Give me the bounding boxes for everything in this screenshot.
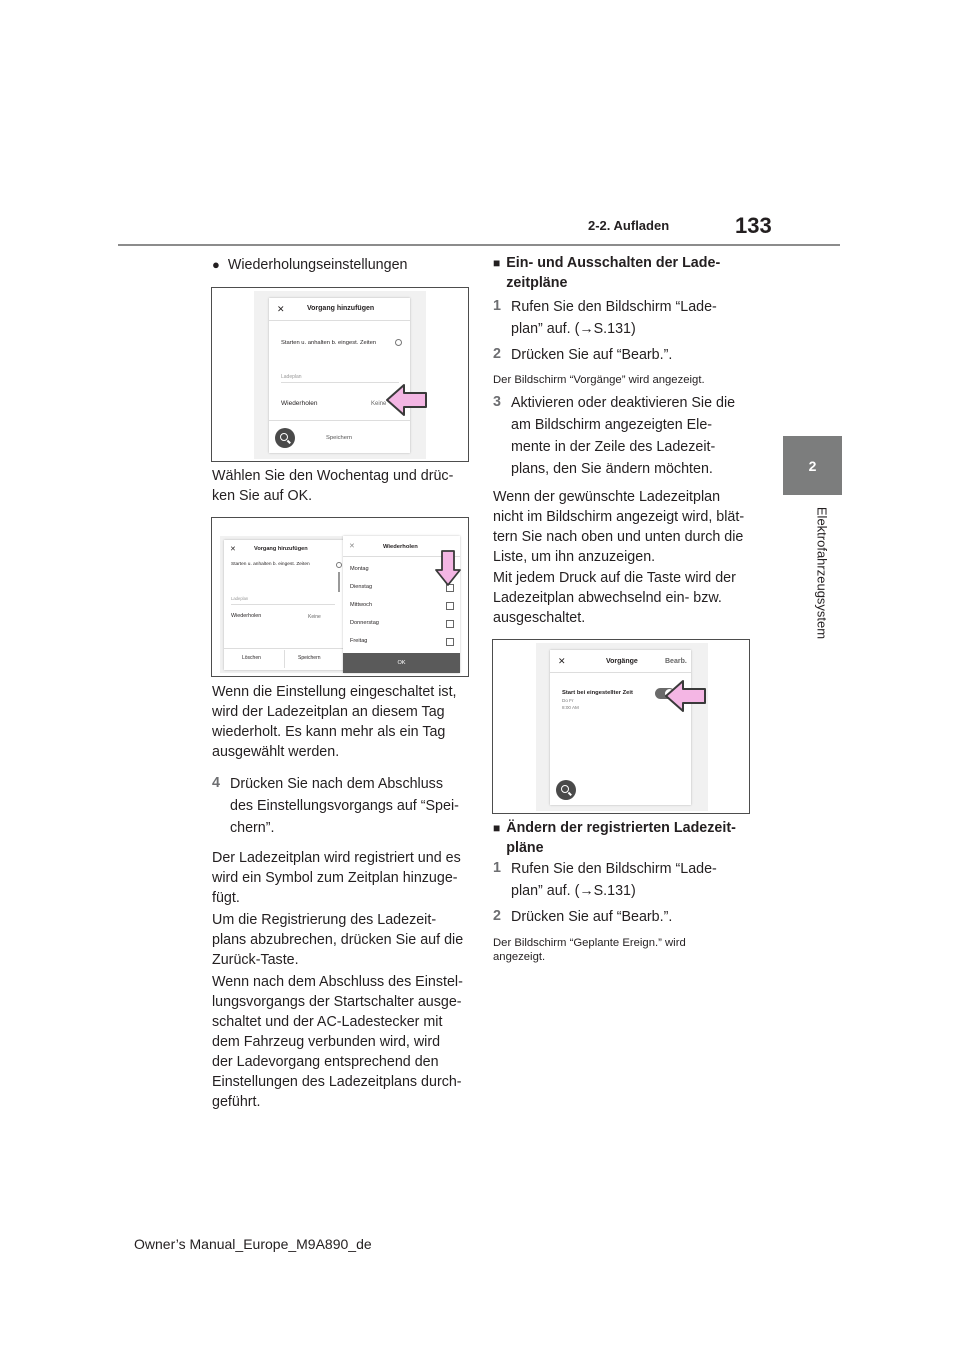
- close-icon[interactable]: ✕: [230, 546, 236, 553]
- checkbox[interactable]: [446, 602, 454, 610]
- section-label: Ladeplan: [281, 374, 302, 380]
- weekday-label: Montag: [350, 566, 369, 572]
- schedule-title: Start bei eingestellter Zeit: [562, 690, 633, 696]
- radio-icon[interactable]: [336, 562, 342, 568]
- add-operation-panel: [269, 298, 410, 453]
- search-icon[interactable]: [275, 428, 295, 448]
- close-icon[interactable]: ✕: [349, 543, 355, 550]
- divider: [269, 320, 410, 321]
- step-number: 1: [493, 860, 501, 876]
- paragraph-select-weekday: [212, 466, 472, 506]
- text-line: der Ladevorgang entsprechend den: [212, 1054, 439, 1070]
- text-line: des Einstellungsvorgangs auf “Spei-: [230, 798, 459, 814]
- text-line: Wählen Sie den Wochentag und drüc-: [212, 468, 454, 484]
- pointer-arrow-icon: [384, 382, 430, 418]
- bullet-text: Wiederholungseinstellungen: [227, 257, 408, 273]
- add-operation-panel: [224, 540, 346, 670]
- s1-step-2: [493, 344, 763, 366]
- save-button[interactable]: Speichern: [326, 435, 353, 441]
- text-line: nicht im Bildschirm angezeigt wird, blät-: [493, 509, 745, 525]
- text-line: Rufen Sie den Bildschirm “Lade-: [511, 299, 717, 315]
- step-text: [230, 773, 459, 839]
- s2-step-1: [493, 858, 763, 902]
- start-stop-option[interactable]: Starten u. anhalten b. eingest. Zeiten: [281, 340, 377, 346]
- divider: [281, 382, 399, 383]
- search-icon[interactable]: [556, 780, 576, 800]
- divider: [231, 604, 335, 605]
- list-item[interactable]: [350, 633, 454, 650]
- list-item[interactable]: [350, 597, 454, 614]
- section-square-icon: ■: [493, 256, 501, 270]
- text-line: Wenn die Einstellung eingeschaltet ist,: [212, 684, 457, 700]
- paragraph-repeat-info: [212, 682, 474, 762]
- text-line: dem Fahrzeug verbunden wird, wird: [212, 1034, 441, 1050]
- pointer-arrow-icon: [434, 548, 462, 588]
- text-line: Drücken Sie nach dem Abschluss: [230, 776, 443, 792]
- section-heading-text: [506, 253, 720, 293]
- text-line: Der Ladezeitplan wird registriert und es: [212, 850, 461, 866]
- text-line: Wenn nach dem Abschluss des Einstel-: [212, 974, 463, 990]
- text-line: angezeigt.: [493, 951, 546, 963]
- note-operations-screen: Der Bildschirm “Vorgänge” wird angezeigt.: [493, 374, 705, 386]
- scrollbar[interactable]: [338, 572, 340, 592]
- text-line: lungsvorgangs der Startschalter ausge-: [212, 994, 462, 1010]
- section-label: Ladeplan: [231, 596, 249, 601]
- schedule-time: 8:00 AM: [562, 705, 579, 710]
- repeat-value: Keine: [308, 614, 321, 620]
- panel-title: Vorgang hinzufügen: [254, 546, 308, 552]
- paragraph-registered: [212, 848, 474, 908]
- divider: [269, 420, 410, 421]
- note-planned-events: [493, 936, 763, 964]
- text-line: mente in der Zeile des Ladezeit-: [511, 439, 716, 455]
- bullet-icon: ●: [212, 257, 220, 272]
- text-line: plan” auf. (→S.131): [511, 321, 636, 337]
- page-number: 133: [735, 213, 772, 238]
- section-square-icon: ■: [493, 821, 501, 835]
- text-line: Ladezeitplan abwechselnd ein- bzw.: [493, 590, 722, 606]
- text-line: Rufen Sie den Bildschirm “Lade-: [511, 861, 717, 877]
- text-line: pläne: [506, 840, 544, 856]
- save-button[interactable]: Speichern: [298, 655, 321, 661]
- text-line: zeitpläne: [506, 275, 568, 291]
- paragraph-toggle-behaviour: [493, 568, 763, 628]
- text-line: plans, den Sie ändern möchten.: [511, 461, 713, 477]
- operations-panel: [550, 650, 691, 805]
- chapter-tab: [783, 436, 842, 495]
- text-line: Wenn der gewünschte Ladezeitplan: [493, 489, 721, 505]
- figure-weekday-dialog: [211, 517, 469, 677]
- step-text: Drücken Sie auf “Bearb.”.: [511, 909, 673, 925]
- footer-text: Owner’s Manual_Europe_M9A890_de: [134, 1236, 372, 1252]
- start-stop-option[interactable]: Starten u. anhalten b. eingest. Zeiten: [231, 562, 310, 567]
- text-line: Zurück-Taste.: [212, 952, 299, 968]
- text-line: wiederholt. Es kann mehr als ein Tag: [212, 724, 446, 740]
- weekday-label: Freitag: [350, 638, 368, 644]
- text-line: plans abzubrechen, drücken Sie auf die: [212, 932, 464, 948]
- step-text: [511, 392, 735, 480]
- text-line: Ändern der registrierten Ladezeit-: [506, 820, 736, 836]
- header-rule: [118, 244, 840, 246]
- panel-title: Vorgang hinzufügen: [307, 305, 375, 312]
- step-4: [212, 773, 474, 839]
- step-number: 3: [493, 394, 501, 410]
- section-heading-toggle: [493, 253, 763, 293]
- paragraph-cancel: [212, 910, 474, 970]
- close-icon[interactable]: ✕: [558, 656, 566, 666]
- chapter-label: [812, 498, 832, 648]
- chapter-label-text: Elektrofahrzeugsystem: [814, 506, 830, 640]
- text-line: Liste, um ihn anzuzeigen.: [493, 549, 656, 565]
- step-number: 4: [212, 775, 220, 791]
- text-line: Mit jedem Druck auf die Taste wird der: [493, 570, 736, 586]
- delete-button[interactable]: Löschen: [242, 655, 261, 661]
- figure-operations-toggle: [492, 639, 750, 814]
- divider: [224, 648, 346, 649]
- text-line: fügt.: [212, 890, 240, 906]
- s1-step-1: [493, 296, 763, 340]
- close-icon[interactable]: ✕: [277, 304, 285, 314]
- text-line: ken Sie auf OK.: [212, 488, 313, 504]
- text-line: Der Bildschirm “Geplante Ereign.” wird: [493, 937, 686, 949]
- text-line: chern”.: [230, 820, 275, 836]
- step-number: 1: [493, 298, 501, 314]
- repeat-value: Keine: [371, 401, 387, 407]
- step-text: [511, 296, 717, 340]
- edit-button[interactable]: Bearb.: [665, 658, 687, 665]
- text-line: schaltet und der AC-Ladestecker mit: [212, 1014, 443, 1030]
- paragraph-scroll-list: [493, 487, 763, 567]
- panel-title: Vorgänge: [606, 658, 638, 665]
- divider: [284, 650, 285, 668]
- text-line: Ein- und Ausschalten der Lade-: [506, 255, 721, 271]
- text-line: ausgewählt werden.: [212, 744, 340, 760]
- step-text: [511, 858, 717, 902]
- text-line: ausgeschaltet.: [493, 610, 586, 626]
- figure-repeat-setting: [211, 287, 469, 462]
- step-number: 2: [493, 908, 501, 924]
- schedule-days: Do Fr: [562, 698, 574, 703]
- paragraph-charging-execution: [212, 972, 474, 1112]
- step-text: Drücken Sie auf “Bearb.”.: [511, 347, 673, 363]
- list-item[interactable]: [350, 615, 454, 632]
- bullet-repeat-settings: [212, 255, 408, 275]
- repeat-row-label[interactable]: Wiederholen: [231, 613, 262, 619]
- divider: [550, 672, 691, 673]
- section-heading-text: [506, 818, 736, 858]
- text-line: Aktivieren oder deaktivieren Sie die: [511, 395, 736, 411]
- ok-button[interactable]: OK: [343, 653, 460, 673]
- weekday-label: Donnerstag: [350, 620, 379, 626]
- checkbox[interactable]: [446, 620, 454, 628]
- text-line: tern Sie nach oben und unten durch die: [493, 529, 744, 545]
- text-line: geführt.: [212, 1094, 261, 1110]
- chapter-number: 2: [808, 457, 817, 474]
- weekday-label: Dienstag: [350, 584, 373, 590]
- text-line: Um die Registrierung des Ladezeit-: [212, 912, 437, 928]
- s1-step-3: [493, 392, 763, 480]
- section-heading-change: [493, 818, 763, 858]
- weekday-label: Mittwoch: [350, 602, 373, 608]
- text-line: wird der Ladezeitplan an diesem Tag: [212, 704, 445, 720]
- checkbox[interactable]: [446, 638, 454, 646]
- step-number: 2: [493, 346, 501, 362]
- text-line: wird ein Symbol zum Zeitplan hinzuge-: [212, 870, 458, 886]
- radio-icon[interactable]: [395, 339, 402, 346]
- pointer-arrow-icon: [663, 678, 709, 714]
- repeat-row-label[interactable]: Wiederholen: [281, 400, 318, 407]
- s2-step-2: [493, 906, 763, 928]
- text-line: Einstellungen des Ladezeitplans durch-: [212, 1074, 462, 1090]
- text-line: am Bildschirm angezeigten Ele-: [511, 417, 713, 433]
- section-header: 2-2. Aufladen: [588, 218, 670, 233]
- dialog-title: Wiederholen: [383, 544, 418, 550]
- text-line: plan” auf. (→S.131): [511, 883, 636, 899]
